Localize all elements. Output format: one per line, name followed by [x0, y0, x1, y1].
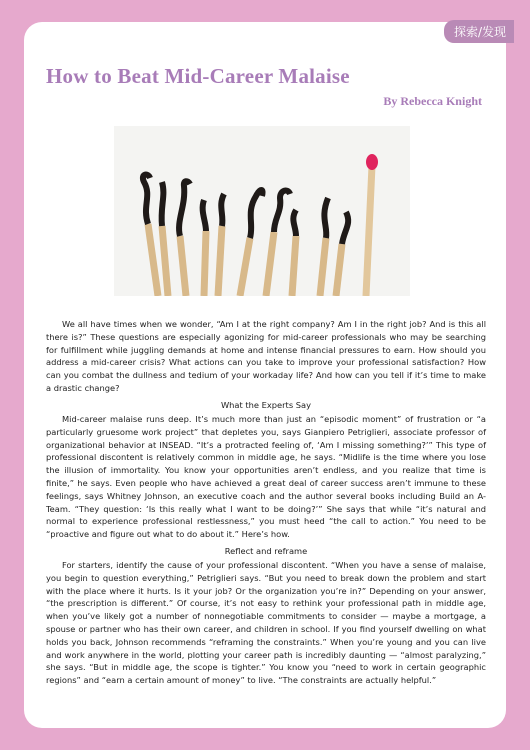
burnt-match-6	[240, 190, 263, 296]
article-byline: By Rebecca Knight	[383, 94, 482, 108]
unlit-match	[366, 154, 378, 296]
article-title: How to Beat Mid-Career Malaise	[46, 64, 350, 88]
burnt-match-2	[162, 182, 168, 296]
experts-paragraph	[46, 413, 486, 541]
experts-text: Mid-career malaise runs deep. It’s much more than just an “episodic moment” of frustration or “a particularly gruesome work project” that depletes you, says Gianpiero Petriglieri, associate professor of organizational behavior at INSEAD. “It’s a protracted feeling of, ‘Am I missing something?’” This type of professional discontent is relatively common in middle age, he says. “Midlife is the time where you lose the illusion of immortality. You know your opportunities aren’t endless, and you realize that time is finite,” he says. Even people who have achieved a great deal of career success aren’t immune to these feelings, says Whitney Johnson, an executive coach and the author several books including Build an A-Team. “They question: ‘Is this really what I want to be doing?’” She says that while “it’s natural and normal to experience professional restlessness,” you must heed “the call to action.” You need to be “proactive and figure out what to do about it.” Here’s how.	[46, 414, 486, 540]
section-heading-reflect: Reflect and reframe	[224, 546, 308, 556]
reflect-paragraph	[46, 559, 486, 687]
matches-photo	[114, 126, 410, 296]
burnt-match-10	[336, 212, 348, 296]
category-tag[interactable]: 探索/发现	[444, 20, 514, 43]
burnt-match-3	[179, 181, 190, 296]
burnt-match-8	[292, 210, 296, 296]
reflect-text: For starters, identify the cause of your professional discontent. “When you have a sense of malaise, you begin to question everything,” Petriglieri says. “But you need to break down the problem and start with the place where it hurts. Is it your job? Or the organization you’re in?” Depending on your answer, “the prescription is different.” Of course, it’s not easy to rethink your professional path in middle age, when you’ve likely got a number of nonnegotiable commitments to consider — maybe a mortgage, a spouse or partner who has their own career, and children in school. If you find yourself dwelling on what holds you back, Johnson recommends “reframing the constraints.” When you’re young and you can live and work anywhere in the world, plotting your career path is incredibly daunting — “almost paralyzing,” she says. “But in middle age, the scope is tighter.” You know you “need to work in certain geographic regions” and “earn a certain amount of money” to live. “The constraints are actually helpful.”	[46, 560, 486, 686]
intro-paragraph	[46, 318, 486, 395]
burnt-match-1	[143, 175, 158, 296]
burnt-match-4	[203, 200, 206, 296]
intro-text: We all have times when we wonder, “Am I at the right company? Am I in the right job? And is this all there is?” These questions are especially agonizing for mid-career professionals who may be searching for fulfillment while juggling demands at home and intense financial pressures to earn. How should you address a mid-career crisis? What actions can you take to improve your professional satisfaction? How can you combat the dullness and tedium of your workaday life? And how can you tell if it’s time to make a drastic change?	[46, 319, 486, 393]
burnt-match-7	[266, 191, 290, 296]
burnt-match-5	[218, 194, 224, 296]
burnt-match-9	[320, 198, 328, 296]
section-heading-experts: What the Experts Say	[220, 400, 312, 410]
burnt-matches-illustration	[114, 126, 410, 296]
